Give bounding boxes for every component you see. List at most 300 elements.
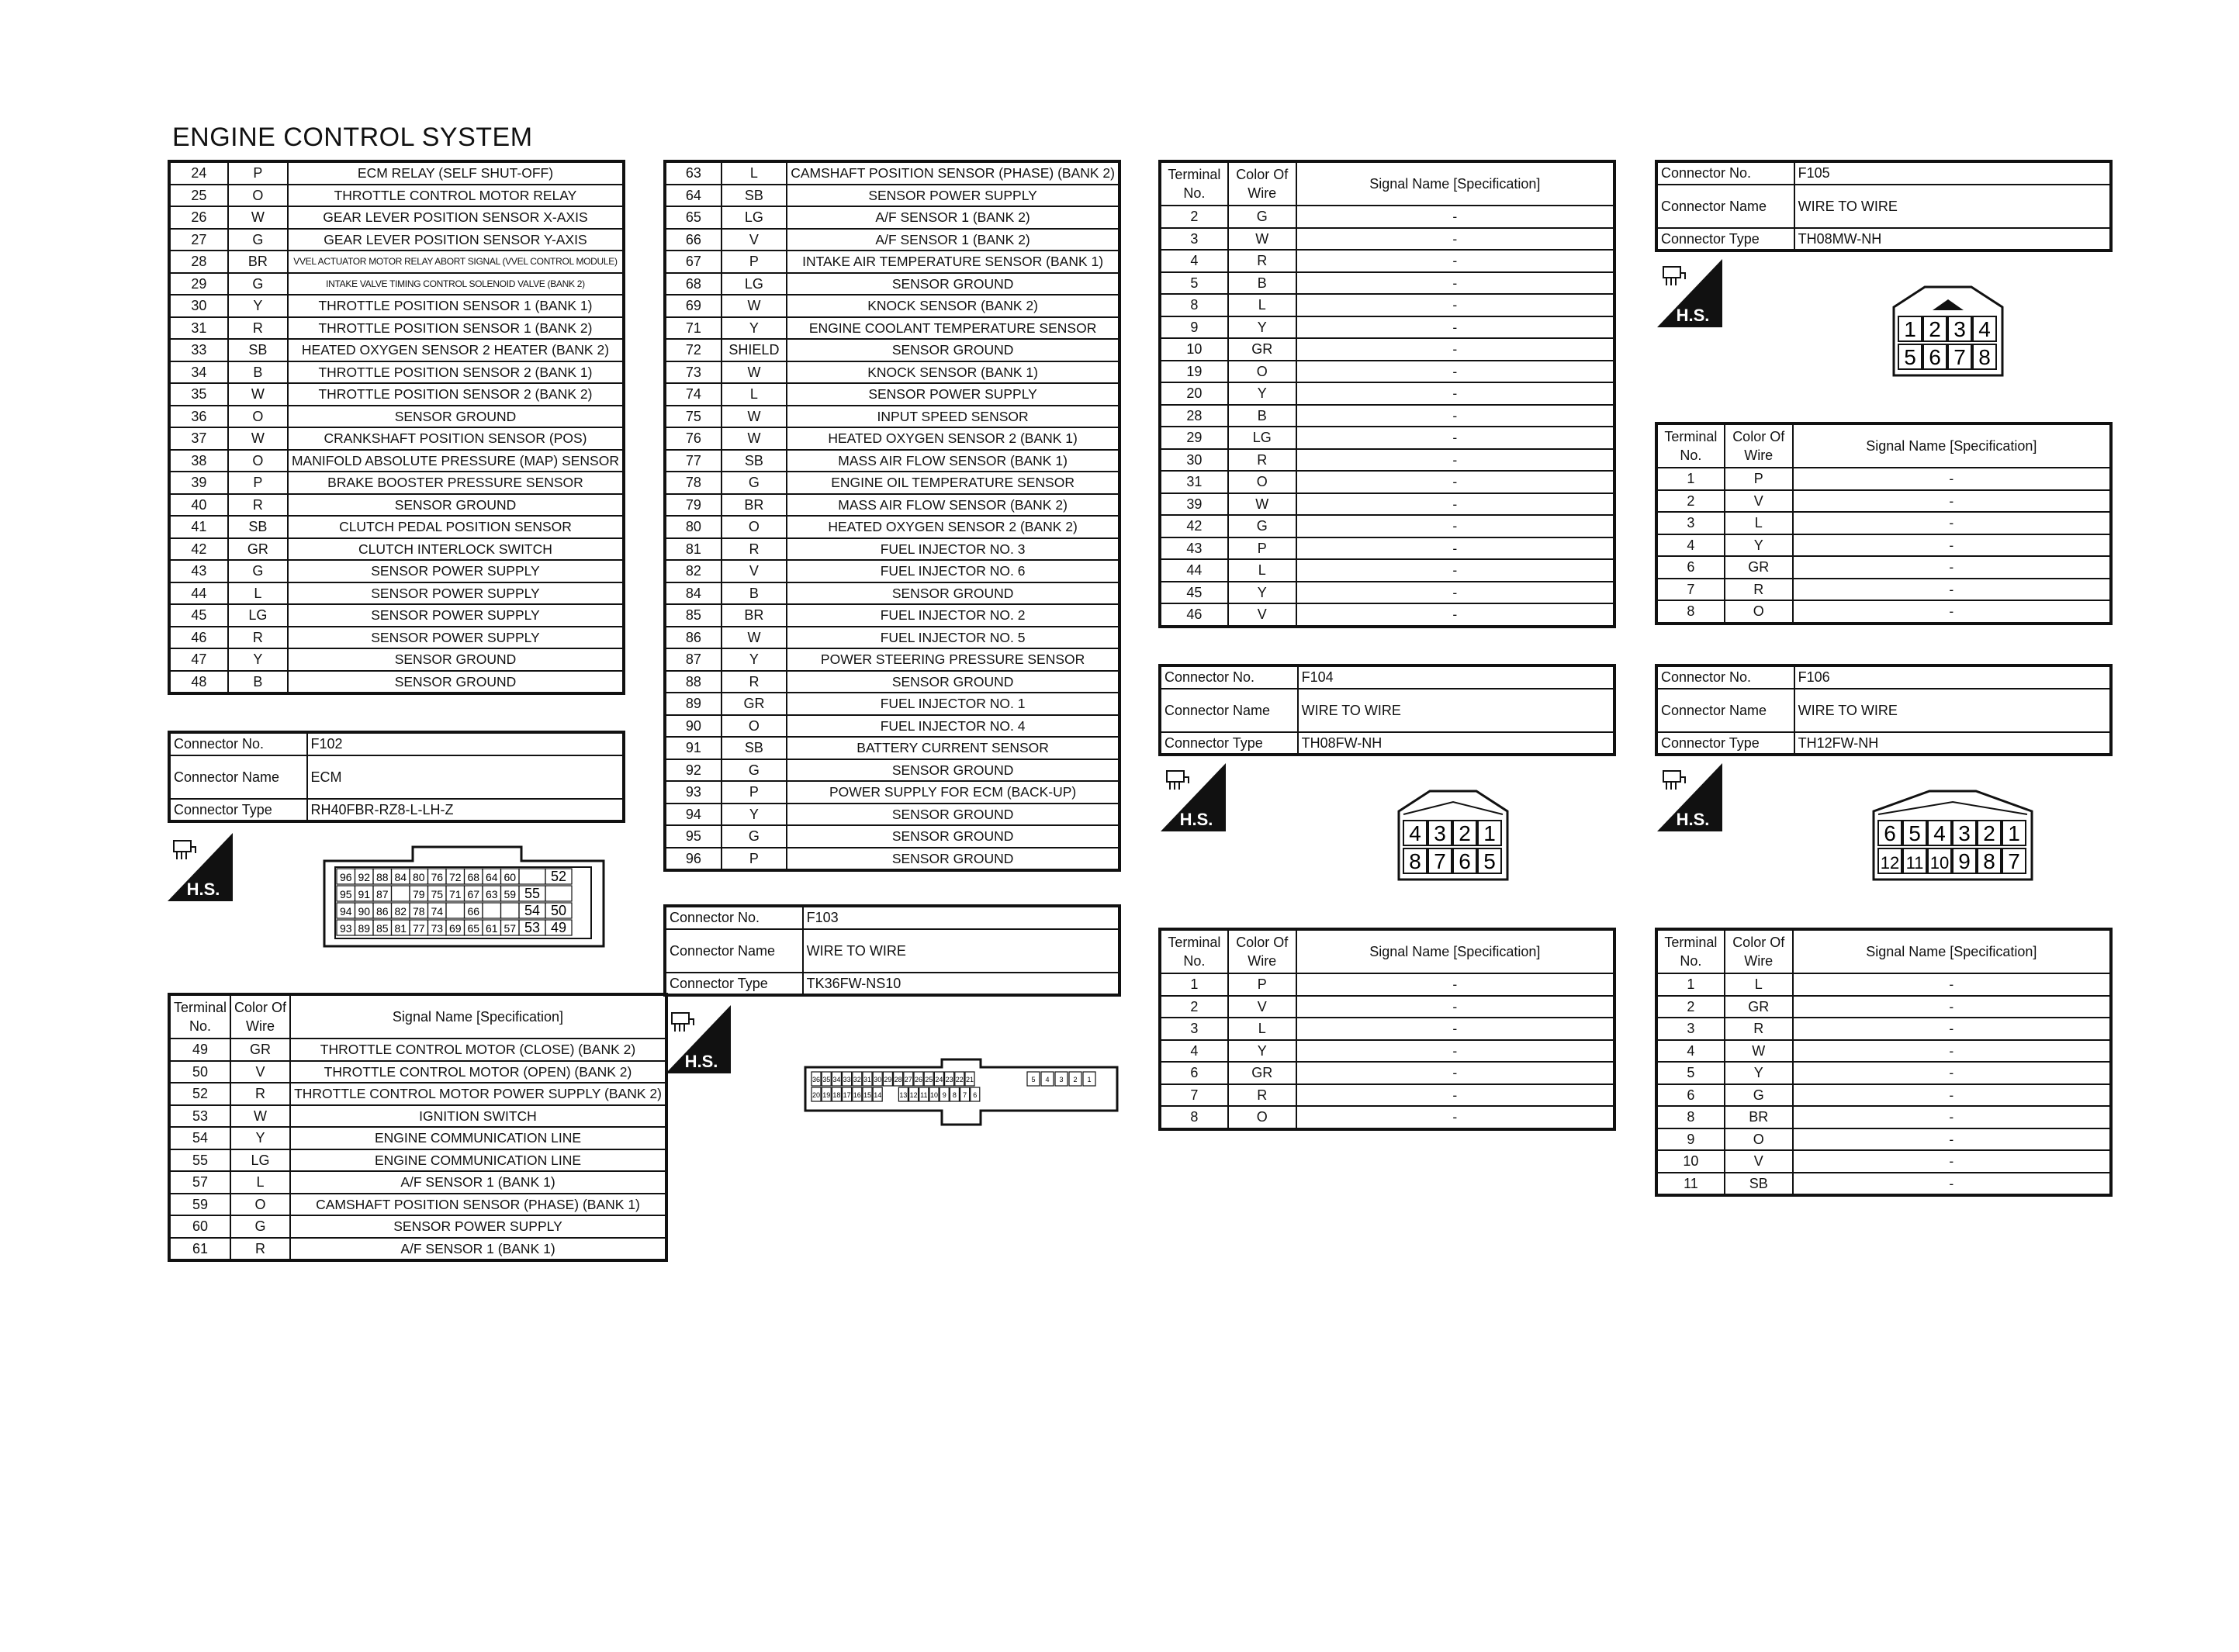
table-row: [1656, 1106, 2111, 1128]
signal-name-cell: -: [1296, 1084, 1614, 1107]
connector-name-value: WIRE TO WIRE: [1794, 689, 2111, 732]
wire-color-cell: B: [228, 671, 288, 694]
signal-name-cell: FUEL INJECTOR NO. 5: [787, 627, 1120, 649]
wire-color-cell: O: [722, 715, 787, 738]
connector-type-value: TK36FW-NS10: [803, 973, 1120, 996]
table-row: [169, 1127, 666, 1149]
terminal-no-cell: 3: [1160, 228, 1228, 251]
terminal-no-cell: 66: [665, 229, 722, 251]
table-row: [1160, 1084, 1614, 1107]
terminal-no-cell: 3: [1160, 1018, 1228, 1040]
table-row: [169, 627, 624, 649]
table-row: [169, 516, 624, 538]
wire-color-cell: B: [1228, 272, 1296, 295]
table-row: [665, 383, 1120, 406]
terminal-no-cell: 42: [169, 538, 228, 561]
terminal-no-cell: 73: [665, 361, 722, 384]
connector-info-f106: [1655, 664, 2113, 756]
pin-label: 3: [1954, 317, 1966, 341]
pin-label: 6: [1459, 849, 1471, 873]
pin-label: 31: [863, 1076, 872, 1083]
pin-label: 95: [339, 888, 352, 900]
pin-label: 64: [485, 871, 498, 883]
connector-type-value: TH08FW-NH: [1298, 732, 1614, 755]
wire-color-cell: V: [1725, 1150, 1793, 1173]
pin-label: 35: [822, 1076, 831, 1083]
table-row: [1160, 338, 1614, 361]
signal-name-cell: A/F SENSOR 1 (BANK 2): [787, 206, 1120, 229]
table-row: [1160, 228, 1614, 251]
terminal-no-cell: 31: [169, 317, 228, 340]
pin-label: 68: [467, 871, 480, 883]
connector-type-label: Connector Type: [169, 799, 307, 822]
wire-color-cell: R: [1725, 1018, 1793, 1040]
table-row: [169, 494, 624, 517]
table-row: [665, 516, 1120, 538]
terminal-no-cell: 1: [1160, 973, 1228, 996]
terminal-no-cell: 44: [1160, 559, 1228, 582]
signal-name-cell: SENSOR GROUND: [787, 273, 1120, 295]
signal-name-cell: -: [1296, 1062, 1614, 1084]
wire-color-cell: Y: [1725, 1062, 1793, 1084]
table-row: [665, 604, 1120, 627]
signal-name-cell: -: [1296, 228, 1614, 251]
signal-name-cell: -: [1793, 1084, 2111, 1107]
terminal-no-cell: 42: [1160, 515, 1228, 537]
pin-label: 19: [822, 1091, 831, 1099]
terminal-no-cell: 37: [169, 427, 228, 450]
hs-label: H.S.: [1179, 810, 1213, 829]
table-row: [1160, 405, 1614, 427]
terminal-no-cell: 2: [1656, 996, 1725, 1018]
pin-label: 57: [504, 922, 517, 935]
signal-name-cell: -: [1296, 537, 1614, 560]
terminal-no-cell: 87: [665, 648, 722, 671]
pin-label: 10: [929, 1091, 939, 1099]
terminal-no-cell: 91: [665, 737, 722, 759]
connector-type-label: Connector Type: [665, 973, 803, 996]
pin-label: 6: [1929, 345, 1941, 369]
wire-color-cell: G: [722, 825, 787, 848]
wire-color-cell: R: [230, 1083, 290, 1105]
terminal-no-cell: 7: [1160, 1084, 1228, 1107]
pin-label: 86: [375, 905, 389, 918]
pin-label: 1: [1904, 317, 1916, 341]
terminal-no-cell: 7: [1656, 579, 1725, 601]
signal-name-cell: FUEL INJECTOR NO. 6: [787, 560, 1120, 582]
color-header: Color Of Wire: [1228, 929, 1296, 973]
table-row: [665, 538, 1120, 561]
signal-name-cell: SENSOR GROUND: [288, 648, 624, 671]
signal-name-cell: CRANKSHAFT POSITION SENSOR (POS): [288, 427, 624, 450]
table-row: [169, 229, 624, 251]
signal-name-cell: -: [1793, 1173, 2111, 1196]
table-row: [665, 206, 1120, 229]
signal-name-cell: -: [1296, 250, 1614, 272]
pin-label: 6: [1884, 821, 1896, 845]
terminal-no-cell: 24: [169, 161, 228, 185]
signal-name-cell: -: [1296, 427, 1614, 449]
pin-label: 18: [832, 1091, 841, 1099]
pin-label: 2: [1459, 821, 1471, 845]
pin-label: 84: [394, 871, 407, 883]
table-row: [1160, 316, 1614, 339]
wire-color-cell: LG: [1228, 427, 1296, 449]
terminal-no-cell: 2: [1160, 206, 1228, 228]
pin-label: 2: [1983, 821, 1995, 845]
signal-name-cell: POWER SUPPLY FOR ECM (BACK-UP): [787, 781, 1120, 804]
terminal-no-cell: 30: [169, 295, 228, 317]
table-row: [169, 604, 624, 627]
wire-color-cell: R: [1228, 1084, 1296, 1107]
wire-color-cell: BR: [1725, 1106, 1793, 1128]
signal-name-cell: SENSOR POWER SUPPLY: [787, 185, 1120, 207]
signal-name-cell: -: [1296, 1040, 1614, 1063]
table-row: [1656, 556, 2111, 579]
wire-color-cell: GR: [228, 538, 288, 561]
connector-name-label: Connector Name: [1160, 689, 1298, 732]
table-row: [169, 383, 624, 406]
wire-color-cell: SHIELD: [722, 339, 787, 361]
wire-color-cell: W: [722, 427, 787, 450]
pin-label: 7: [963, 1091, 967, 1099]
pin-label: 82: [394, 905, 407, 918]
table-row: [665, 582, 1120, 605]
wire-color-cell: P: [228, 472, 288, 494]
connector-no-label: Connector No.: [1160, 665, 1298, 689]
pin-label: 52: [550, 869, 567, 884]
wire-color-cell: G: [722, 759, 787, 782]
signal-name-cell: SENSOR POWER SUPPLY: [288, 604, 624, 627]
signal-name-cell: SENSOR GROUND: [787, 582, 1120, 605]
signal-name-cell: INTAKE VALVE TIMING CONTROL SOLENOID VALVE (BANK 2): [288, 273, 624, 295]
pin-label: 94: [339, 905, 352, 918]
terminal-no-cell: 78: [665, 472, 722, 494]
wire-color-cell: L: [722, 161, 787, 185]
terminal-no-cell: 65: [665, 206, 722, 229]
terminal-no-cell: 81: [665, 538, 722, 561]
signal-name-cell: -: [1296, 1106, 1614, 1129]
wire-color-cell: O: [722, 516, 787, 538]
pin-label: 79: [412, 888, 425, 900]
pin-label: 5: [1909, 821, 1921, 845]
connector-face-f106: [1865, 788, 2040, 884]
wire-color-cell: W: [722, 295, 787, 317]
wire-color-cell: Y: [1228, 316, 1296, 339]
terminal-no-cell: 52: [169, 1083, 230, 1105]
pin-label: 77: [412, 922, 425, 935]
pin-label: 96: [339, 871, 352, 883]
terminal-no-cell: 86: [665, 627, 722, 649]
pin-label: 69: [448, 922, 462, 935]
table-row: [665, 450, 1120, 472]
table-row: [169, 317, 624, 340]
connector-face-f103: [802, 1056, 1120, 1128]
signal-name-cell: THROTTLE POSITION SENSOR 1 (BANK 2): [288, 317, 624, 340]
pin-label: 53: [524, 920, 541, 935]
terminal-table-f103: [1158, 160, 1616, 628]
signal-name-cell: INTAKE AIR TEMPERATURE SENSOR (BANK 1): [787, 251, 1120, 273]
pin-label: 63: [485, 888, 498, 900]
table-row: [169, 1061, 666, 1083]
signal-header: Signal Name [Specification]: [290, 994, 666, 1039]
wire-color-cell: O: [228, 450, 288, 472]
signal-name-cell: CLUTCH PEDAL POSITION SENSOR: [288, 516, 624, 538]
signal-name-cell: FUEL INJECTOR NO. 1: [787, 693, 1120, 715]
pin-label: 1: [2008, 821, 2020, 845]
pin-label: 4: [1045, 1076, 1050, 1083]
signal-name-cell: -: [1793, 512, 2111, 534]
terminal-no-cell: 67: [665, 251, 722, 273]
signal-name-cell: -: [1296, 338, 1614, 361]
signal-name-cell: THROTTLE POSITION SENSOR 2 (BANK 2): [288, 383, 624, 406]
connector-type-value: TH12FW-NH: [1794, 732, 2111, 755]
pin-label: 89: [358, 922, 371, 935]
table-row: [665, 185, 1120, 207]
color-header: Color Of Wire: [1228, 161, 1296, 206]
signal-name-cell: INPUT SPEED SENSOR: [787, 406, 1120, 428]
terminal-no-cell: 74: [665, 383, 722, 406]
hs-label: H.S.: [684, 1052, 718, 1071]
table-row: [1656, 1150, 2111, 1173]
wire-color-cell: V: [1228, 996, 1296, 1018]
connector-name-value: WIRE TO WIRE: [803, 929, 1120, 973]
wire-color-cell: W: [1228, 493, 1296, 516]
wire-color-cell: G: [722, 472, 787, 494]
wire-color-cell: B: [1228, 405, 1296, 427]
signal-name-cell: -: [1793, 1040, 2111, 1063]
terminal-no-cell: 6: [1160, 1062, 1228, 1084]
table-row: [1656, 468, 2111, 490]
signal-name-cell: SENSOR GROUND: [787, 339, 1120, 361]
signal-name-cell: -: [1296, 493, 1614, 516]
pin-label: 87: [375, 888, 389, 900]
terminal-no-cell: 20: [1160, 382, 1228, 405]
wire-color-cell: O: [1725, 600, 1793, 624]
wire-color-cell: V: [1725, 490, 1793, 513]
table-row: [169, 427, 624, 450]
connector-no-label: Connector No.: [665, 906, 803, 929]
signal-name-cell: SENSOR GROUND: [288, 494, 624, 517]
pin-cell: [501, 903, 520, 918]
table-row: [1656, 973, 2111, 996]
wire-color-cell: R: [230, 1238, 290, 1261]
terminal-no-cell: 60: [169, 1215, 230, 1238]
table-row: [1656, 579, 2111, 601]
signal-name-cell: -: [1296, 361, 1614, 383]
signal-name-cell: BATTERY CURRENT SENSOR: [787, 737, 1120, 759]
wire-color-cell: L: [230, 1171, 290, 1194]
harness-side-icon: [1161, 763, 1226, 831]
wire-color-cell: G: [230, 1215, 290, 1238]
pin-label: 24: [935, 1076, 943, 1083]
table-row: [1160, 427, 1614, 449]
wire-color-cell: W: [722, 627, 787, 649]
signal-name-cell: -: [1296, 316, 1614, 339]
terminal-no-cell: 95: [665, 825, 722, 848]
wire-color-cell: P: [722, 251, 787, 273]
pin-label: 2: [1929, 317, 1941, 341]
pin-label: 13: [899, 1091, 908, 1099]
terminal-no-cell: 45: [1160, 582, 1228, 604]
pin-label: 32: [853, 1076, 861, 1083]
signal-name-cell: -: [1793, 600, 2111, 624]
page-title: ENGINE CONTROL SYSTEM: [172, 123, 533, 152]
signal-name-cell: MASS AIR FLOW SENSOR (BANK 1): [787, 450, 1120, 472]
wire-color-cell: W: [228, 206, 288, 229]
terminal-no-cell: 1: [1656, 468, 1725, 490]
pin-label: 5: [1483, 849, 1496, 873]
harness-side-icon: [666, 1005, 731, 1073]
table-row: [1656, 512, 2111, 534]
table-row: [665, 251, 1120, 273]
terminal-no-cell: 11: [1656, 1173, 1725, 1196]
table-row: [665, 317, 1120, 340]
signal-name-cell: POWER STEERING PRESSURE SENSOR: [787, 648, 1120, 671]
pin-label: 8: [1409, 849, 1421, 873]
signal-name-cell: -: [1296, 206, 1614, 228]
wire-color-cell: GR: [1228, 1062, 1296, 1084]
table-row: [1656, 996, 2111, 1018]
table-row: [1160, 1040, 1614, 1063]
pin-cell: [446, 903, 465, 918]
wire-color-cell: O: [1228, 471, 1296, 493]
signal-name-cell: -: [1296, 272, 1614, 295]
terminal-no-cell: 94: [665, 804, 722, 826]
terminal-table-f105: [1655, 422, 2113, 625]
terminal-no-cell: 31: [1160, 471, 1228, 493]
table-row: [665, 560, 1120, 582]
table-row: [1160, 449, 1614, 472]
wire-color-cell: R: [228, 317, 288, 340]
signal-name-cell: SENSOR POWER SUPPLY: [787, 383, 1120, 406]
connector-no-value: F102: [307, 732, 625, 755]
wire-color-cell: G: [1228, 206, 1296, 228]
pin-label: 9: [1958, 849, 1971, 873]
pin-label: 3: [1059, 1076, 1064, 1083]
pin-label: 7: [1954, 345, 1966, 369]
pin-label: 21: [965, 1076, 974, 1083]
pin-label: 27: [904, 1076, 912, 1083]
pin-label: 93: [339, 922, 352, 935]
ecm-terminal-table-49-61: [168, 993, 668, 1262]
signal-name-cell: -: [1793, 534, 2111, 557]
terminal-no-cell: 46: [169, 627, 228, 649]
terminal-no-cell: 72: [665, 339, 722, 361]
wire-color-cell: B: [228, 361, 288, 384]
terminal-no-cell: 48: [169, 671, 228, 694]
pin-label: 8: [1978, 345, 1991, 369]
pin-label: 5: [1031, 1076, 1036, 1083]
terminal-no-cell: 61: [169, 1238, 230, 1261]
wire-color-cell: G: [1725, 1084, 1793, 1107]
terminal-no-cell: 8: [1656, 1106, 1725, 1128]
table-row: [169, 1105, 666, 1128]
signal-name-cell: THROTTLE CONTROL MOTOR (OPEN) (BANK 2): [290, 1061, 666, 1083]
table-row: [665, 825, 1120, 848]
signal-name-cell: A/F SENSOR 1 (BANK 1): [290, 1238, 666, 1261]
wire-color-cell: R: [1228, 449, 1296, 472]
signal-name-cell: SENSOR POWER SUPPLY: [290, 1215, 666, 1238]
wire-color-cell: R: [722, 538, 787, 561]
terminal-no-cell: 96: [665, 848, 722, 871]
table-row: [169, 671, 624, 694]
signal-name-cell: KNOCK SENSOR (BANK 2): [787, 295, 1120, 317]
wire-color-cell: P: [228, 161, 288, 185]
wire-color-cell: GR: [1725, 556, 1793, 579]
pin-label: 90: [358, 905, 371, 918]
pin-label: 11: [1905, 853, 1924, 873]
pin-label: 6: [973, 1091, 978, 1099]
signal-name-cell: -: [1296, 582, 1614, 604]
color-header: Color Of Wire: [230, 994, 290, 1039]
pin-label: 67: [467, 888, 480, 900]
terminal-no-cell: 10: [1160, 338, 1228, 361]
terminal-no-cell: 27: [169, 229, 228, 251]
connector-name-label: Connector Name: [1656, 185, 1794, 228]
wire-color-cell: L: [1228, 294, 1296, 316]
terminal-no-cell: 39: [1160, 493, 1228, 516]
wire-color-cell: V: [722, 229, 787, 251]
signal-name-cell: -: [1296, 515, 1614, 537]
signal-name-cell: FUEL INJECTOR NO. 2: [787, 604, 1120, 627]
wire-color-cell: R: [228, 494, 288, 517]
signal-name-cell: FUEL INJECTOR NO. 3: [787, 538, 1120, 561]
terminal-no-cell: 71: [665, 317, 722, 340]
pin-label: 72: [448, 871, 462, 883]
terminal-no-cell: 80: [665, 516, 722, 538]
signal-name-cell: SENSOR GROUND: [288, 671, 624, 694]
terminal-header: Terminal No.: [1656, 423, 1725, 468]
signal-name-cell: THROTTLE CONTROL MOTOR RELAY: [288, 185, 624, 207]
table-row: [665, 361, 1120, 384]
table-row: [169, 472, 624, 494]
signal-name-cell: GEAR LEVER POSITION SENSOR Y-AXIS: [288, 229, 624, 251]
terminal-header: Terminal No.: [1160, 161, 1228, 206]
pin-label: 60: [504, 871, 517, 883]
table-row: [665, 693, 1120, 715]
wire-color-cell: GR: [1725, 996, 1793, 1018]
connector-no-label: Connector No.: [1656, 161, 1794, 185]
terminal-no-cell: 64: [665, 185, 722, 207]
signal-name-cell: BRAKE BOOSTER PRESSURE SENSOR: [288, 472, 624, 494]
signal-name-cell: A/F SENSOR 1 (BANK 2): [787, 229, 1120, 251]
ecm-terminal-table-63-96: [663, 160, 1121, 872]
terminal-no-cell: 8: [1160, 294, 1228, 316]
signal-name-cell: -: [1793, 1106, 2111, 1128]
terminal-no-cell: 41: [169, 516, 228, 538]
terminal-no-cell: 68: [665, 273, 722, 295]
wire-color-cell: R: [228, 627, 288, 649]
table-row: [1656, 600, 2111, 624]
table-row: [665, 671, 1120, 693]
table-row: [169, 339, 624, 361]
wire-color-cell: L: [722, 383, 787, 406]
wire-color-cell: L: [228, 582, 288, 605]
signal-name-cell: THROTTLE POSITION SENSOR 2 (BANK 1): [288, 361, 624, 384]
harness-side-icon: [1657, 763, 1722, 831]
signal-name-cell: SENSOR GROUND: [288, 406, 624, 428]
table-row: [665, 161, 1120, 185]
table-row: [169, 450, 624, 472]
pin-label: 29: [884, 1076, 892, 1083]
table-row: [169, 582, 624, 605]
signal-name-cell: CLUTCH INTERLOCK SWITCH: [288, 538, 624, 561]
pin-label: 61: [485, 922, 498, 935]
connector-no-value: F105: [1794, 161, 2111, 185]
wire-color-cell: LG: [722, 206, 787, 229]
terminal-table-f106: [1655, 928, 2113, 1197]
